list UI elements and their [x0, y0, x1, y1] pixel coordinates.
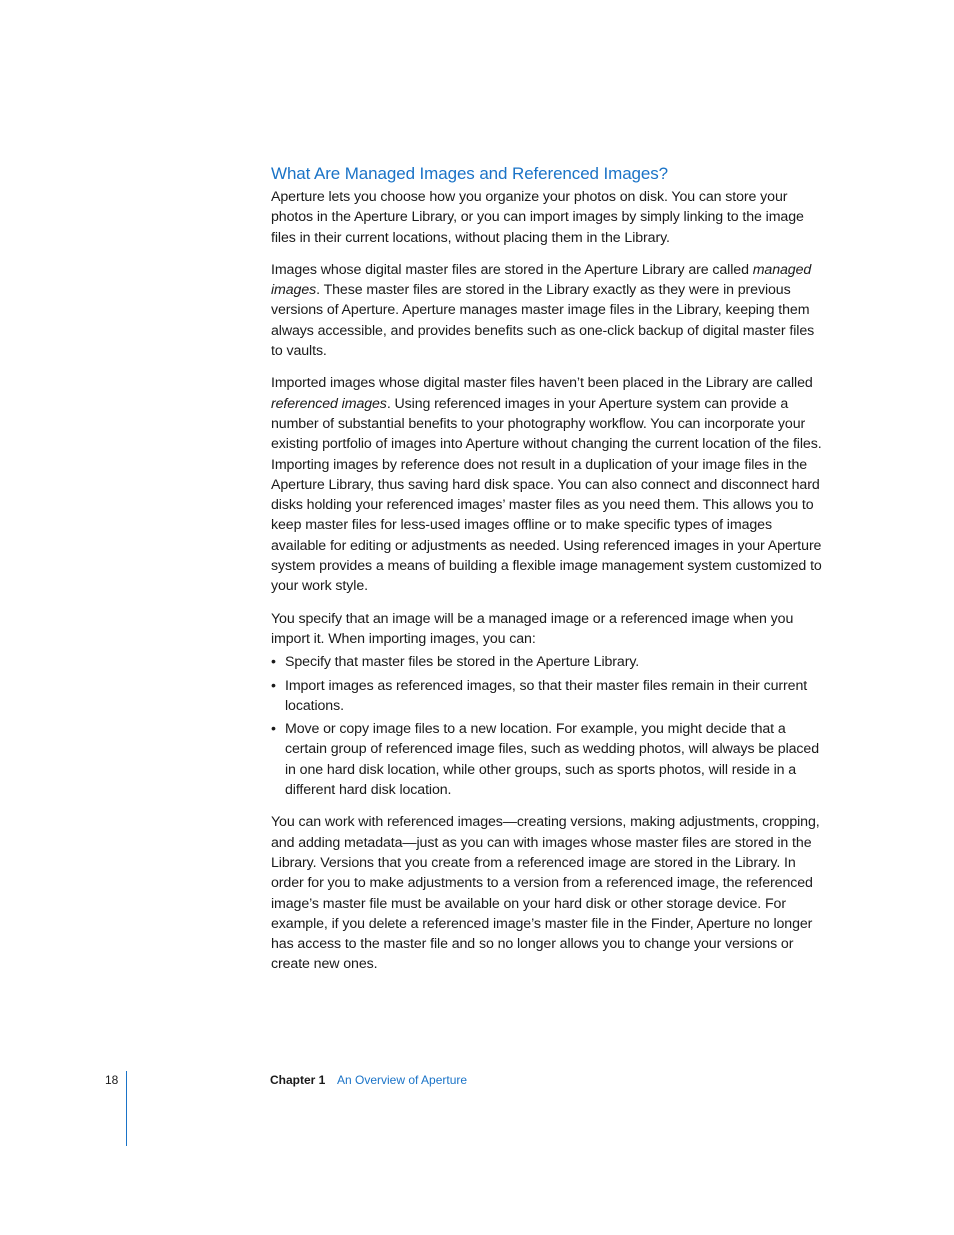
term-referenced-images: referenced images — [271, 395, 387, 412]
list-item-text: Specify that master files be stored in the Aperture Library. — [285, 654, 640, 671]
paragraph-referenced-images-text-b: . Using referenced images in your Aperture system can provide a number of substantial benefits to your photography workflow. You can incorporate your existing portfolio of images into Aperture without changing the current location of the files. Importing images by reference does not result in a duplication of your image files in the Aperture Library, thus saving hard disk space. You can also connect and disconnect hard disks holding your referenced images’ master files as you need them. This allows you to keep master files for less-used images offline or to make specific types of images available for editing or adjustments as needed. Using referenced images in your Aperture system provides a means of building a flexible image management system customized to your work style. — [271, 395, 822, 595]
paragraph-managed-images — [271, 260, 827, 361]
list-item-text: Import images as referenced images, so that their master files remain in their current locations. — [285, 677, 808, 714]
paragraph-import-options: You specify that an image will be a managed image or a referenced image when you import it. When importing images, you can: — [271, 610, 794, 647]
paragraph-managed-images-text-a: Images whose digital master files are stored in the Aperture Library are called — [271, 261, 753, 278]
page-content — [271, 162, 827, 987]
paragraph-working-with-referenced: You can work with referenced images—creating versions, making adjustments, cropping, and adding metadata—just as you can with images whose master files are stored in the Library. Versions that you create from a referenced image are stored in the Library. In order for you to make adjustments to a version from a referenced image, the referenced image’s master file must be available on your hard disk or other storage device. For example, if you delete a referenced image’s master file in the Finder, Aperture no longer has access to the master file and so no longer allows you to change your versions or create new ones. — [271, 814, 820, 973]
page-number: 18 — [105, 1073, 119, 1087]
import-options-list — [271, 652, 827, 800]
list-item-text: Move or copy image files to a new location. For example, you might decide that a certain group of referenced image files, such as wedding photos, will always be placed in one hard disk location, while other groups, such as sports photos, will reside in a different hard disk location. — [285, 721, 819, 799]
list-item — [271, 719, 827, 800]
bullet-marker: • — [271, 721, 276, 738]
term-managed-images: managed images — [271, 261, 812, 299]
bullet-marker: • — [271, 654, 276, 671]
paragraph-referenced-images — [271, 373, 827, 596]
chapter-title-link[interactable]: An Overview of Aperture — [337, 1073, 468, 1087]
list-item — [271, 676, 827, 717]
bullet-marker: • — [271, 677, 276, 694]
list-item — [271, 652, 827, 672]
paragraph-referenced-images-text-a: Imported images whose digital master files haven’t been placed in the Library are called — [271, 375, 813, 392]
paragraph-managed-images-text-b: . These master files are stored in the Library exactly as they were in previous versions of Aperture. Aperture manages master image files in the Library, keeping them always accessible, and provides benefits such as one-click backup of digital master files to vaults. — [271, 282, 815, 360]
footer-divider — [126, 1071, 127, 1146]
paragraph-intro: Aperture lets you choose how you organize your photos on disk. You can store your photos in the Aperture Library, or you can import images by simply linking to the image files in their current locations, without placing them in the Library. — [271, 189, 804, 246]
chapter-label: Chapter 1 — [270, 1073, 326, 1087]
section-heading: What Are Managed Images and Referenced Images? — [271, 164, 669, 183]
